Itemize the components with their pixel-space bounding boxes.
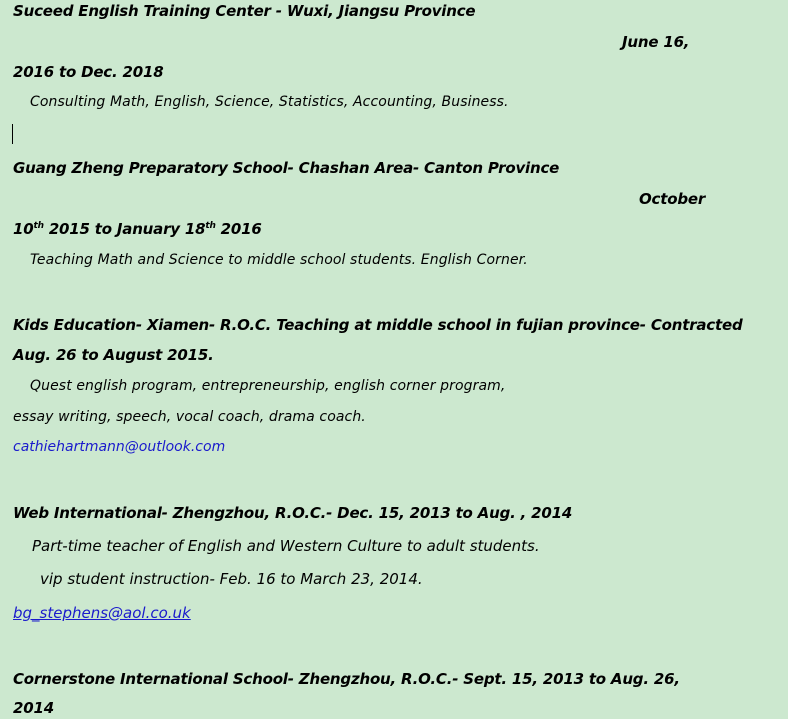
email-link[interactable]: bg_stephens@aol.co.uk	[13, 604, 191, 622]
page-edge	[788, 0, 792, 719]
employer-heading: Web International- Zhengzhou, R.O.C.- Dec. 15, 2013 to Aug. , 2014	[13, 504, 573, 522]
job-description: Quest english program, entrepreneurship, english corner program,	[30, 378, 506, 394]
text-cursor	[12, 124, 13, 144]
employer-heading: Cornerstone International School- Zhengzhou, R.O.C.- Sept. 15, 2013 to Aug. 26,	[13, 670, 680, 688]
job-description: Part-time teacher of English and Western Culture to adult students.	[32, 537, 540, 555]
employer-heading: Guang Zheng Preparatory School- Chashan Area- Canton Province	[13, 159, 560, 177]
date-start: October	[639, 190, 706, 208]
date-range: 2016 to Dec. 2018	[13, 63, 164, 81]
date-start: June 16,	[622, 33, 690, 51]
date-range: 10th 2015 to January 18th 2016	[13, 220, 262, 238]
job-description: vip student instruction- Feb. 16 to March 23, 2014.	[40, 570, 423, 588]
date-range: 2014	[13, 699, 54, 717]
employer-heading: Suceed English Training Center - Wuxi, Jiangsu Province	[13, 2, 476, 20]
job-description: Consulting Math, English, Science, Statistics, Accounting, Business.	[30, 94, 509, 110]
date-range: Aug. 26 to August 2015.	[13, 346, 214, 364]
job-description: Teaching Math and Science to middle school students. English Corner.	[30, 252, 528, 268]
email-link[interactable]: cathiehartmann@outlook.com	[13, 439, 226, 455]
job-description: essay writing, speech, vocal coach, drama coach.	[13, 409, 366, 425]
employer-heading: Kids Education- Xiamen- R.O.C. Teaching at middle school in fujian province- Contracted	[13, 316, 743, 334]
